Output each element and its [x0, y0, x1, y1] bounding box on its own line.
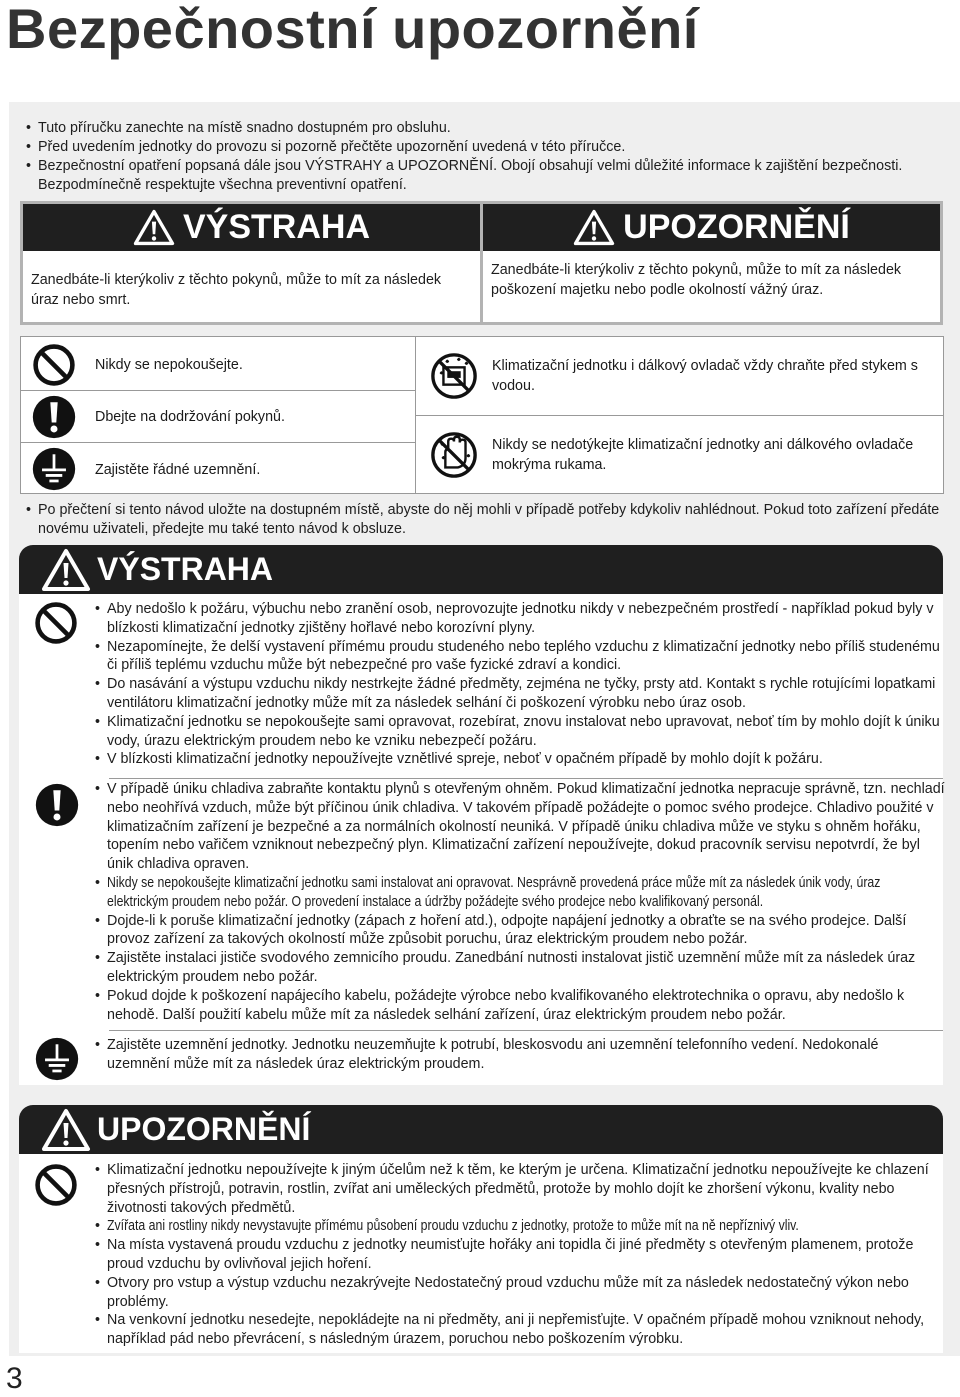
list-item: • Nezapomínejte, že delší vystavení přímému proudu studeného nebo teplého vzduchu z klimatizační jednotky nebo příliš studenému či příliš teplému vzduchu může být nebezpečné pro vaše fyzické zdraví a kondici.: [95, 638, 945, 676]
ground-icon: [34, 1036, 80, 1082]
page-number: 3: [6, 1362, 23, 1395]
caution-prohibited-list: [95, 1161, 945, 1349]
symbol-row: [416, 416, 943, 494]
symbol-label: Nikdy se nedotýkejte klimatizační jednotky ani dálkového ovladače mokrýma rukama.: [492, 437, 914, 473]
symbol-row: [21, 392, 415, 442]
list-item: • Tuto příručku zanechte na místě snadno dostupném pro obsluhu.: [26, 119, 946, 138]
list-item: • Zajistěte uzemnění jednotky. Jednotku neuzemňujte k potrubí, bleskosvodu ani uzemnění telefonního vedení. Nedokonalé uzemnění může mít za následek úraz elektrickým proudem.: [95, 1036, 945, 1074]
page-title: Bezpečnostní upozornění: [6, 0, 699, 60]
warning-box-title: VÝSTRAHA: [182, 208, 371, 246]
list-item: • Otvory pro vstup a výstup vzduchu nezakrývejte Nedostatečný proud vzduchu může mít za následek nedostatečný výkon nebo problémy.: [95, 1274, 945, 1312]
list-item: • Klimatizační jednotku nepoužívejte k jiným účelům než k těm, ke kterým je určena. Klimatizační jednotku nepoužívejte ke chlazení přesných přístrojů, potravin, rostlin, zvířat ani uměleckých předmětů, protože by mohlo dojít ke zhoršení výkonu, kvality nebo životnosti takových předmětů.: [95, 1161, 945, 1217]
intro-list: [26, 119, 946, 195]
no-water-icon: [430, 352, 478, 400]
warning-prohibited-list: [95, 600, 945, 769]
warning-definition-box: [20, 201, 483, 325]
symbol-legend-left: [20, 336, 416, 494]
list-item: • V blízkosti klimatizační jednotky nepoužívejte vznětlivé spreje, neboť v opačném případě by mohlo dojít k požáru.: [95, 750, 945, 769]
exclamation-icon: [34, 782, 80, 828]
list-item: • Aby nedošlo k požáru, výbuchu nebo zranění osob, neprovozujte jednotku nikdy v nebezpečném prostředí - například pokud byly v blízkosti klimatizační jednotky zjištěny hořlavé nebo korozívní plyny.: [95, 600, 945, 638]
symbol-row: [21, 340, 415, 390]
list-item: • Zajistěte instalaci jističe svodového zemnicího proudu. Zanedbání nutnosti instalovat jistič uzemnění může mít za následek úraz elektrickým proudem nebo požár.: [95, 949, 945, 987]
list-item: • Po přečtení si tento návod uložte na dostupném místě, abyste do něj mohli v případě potřeby kdykoliv nahlédnout. Pokud toto zařízení předáte novému uživateli, předejte mu také tento návod k obsluze.: [26, 501, 946, 539]
caution-box-header: [483, 204, 940, 251]
warning-section-title: VÝSTRAHA: [97, 551, 274, 587]
prohibited-icon: [33, 1162, 79, 1208]
prohibited-icon: [31, 342, 77, 388]
list-item: • Na místa vystavená proudu vzduchu z jednotky neumisťujte hořáky ani topidla či jiné předměty s otevřeným plamenem, protože proud vzduchu by ovlivňoval jejich hoření.: [95, 1236, 945, 1274]
list-item: • Dojde-li k poruše klimatizační jednotky (zápach z hoření atd.), odpojte napájení jednotky a obraťte se na svého prodejce. Další provoz zařízení za takových okolností může způsobit poruchu, úraz elektrickým proudem nebo požár.: [95, 912, 945, 950]
caution-section-title: UPOZORNĚNÍ: [97, 1111, 311, 1147]
caution-triangle-icon: [573, 209, 615, 246]
warning-ground-list: [95, 1036, 945, 1074]
symbol-label: Zajistěte řádné uzemnění.: [95, 462, 261, 478]
list-item: • V případě úniku chladiva zabraňte kontaktu plynů s otevřeným ohněm. Pokud klimatizační jednotka nepracuje správně, tzn. nechladí nebo neohřívá vzduch, může být příčinou únik chladiva. V takovém případě požádejte o pomoc svého prodejce. Chladivo použité v klimatizačním zařízení je bezpečné a za normálních okolností neuniká. V případě úniku chladiva může ve styku s ohněm hořáku, topením nebo vařičem vzniknout nebezpečný plyn. Klimatizační zařízení nepoužívejte, dokud pracovník servisu nepotvrdí, že byl únik chladiva opraven.: [95, 780, 945, 874]
warning-triangle-icon: [41, 548, 91, 592]
symbol-legend-right: [415, 336, 944, 494]
list-item: • Pokud dojde k poškození napájecího kabelu, požádejte výrobce nebo kvalifikovaného elektrotechnika o opravu, aby nedošlo k nehodě. Další použití kabelu může mít za následek selhání zařízení, úraz elektrickým proudem nebo požár.: [95, 987, 945, 1025]
warning-triangle-icon: [133, 209, 175, 246]
symbol-label: Dbejte na dodržování pokynů.: [95, 409, 285, 425]
warning-box-text: Zanedbáte-li kterýkoliv z těchto pokynů, může to mít za následek úraz nebo smrt.: [31, 272, 442, 308]
list-item: [95, 874, 945, 912]
list-item: • Před uvedením jednotky do provozu si pozorně přečtěte upozornění uvedená v této příručce.: [26, 138, 946, 157]
warning-section-header: [19, 545, 943, 594]
exclamation-icon: [31, 394, 77, 440]
symbol-row: [21, 444, 415, 494]
caution-definition-box: [480, 201, 943, 325]
list-item: • Do nasávání a výstupu vzduchu nikdy nestrkejte žádné předměty, zejména ne tyčky, prsty atd. Kontakt s rychle rotujícími lopatkami ventilátoru klimatizační jednotky může mít za následek selhání či poškození výrobku nebo úraz osob.: [95, 675, 945, 713]
symbol-row: [416, 337, 943, 415]
caution-box-text: Zanedbáte-li kterýkoliv z těchto pokynů, může to mít za následek poškození majetku nebo podle okolností vážný úraz.: [491, 262, 902, 298]
warning-instruction-list: [95, 780, 945, 1024]
caution-box-title: UPOZORNĚNÍ: [623, 208, 850, 246]
storage-note: [26, 501, 946, 539]
warning-box-header: [23, 204, 480, 251]
no-wet-hands-icon: [430, 431, 478, 479]
ground-icon: [31, 446, 77, 492]
caution-triangle-icon: [41, 1108, 91, 1152]
prohibited-icon: [33, 600, 79, 646]
list-item: • Bezpečnostní opatření popsaná dále jsou VÝSTRAHY a UPOZORNĚNÍ. Obojí obsahují velmi důležité informace k zajištění bezpečnosti. Bezpodmínečně respektujte všechna preventivní opatření.: [26, 157, 946, 195]
caution-section-header: [19, 1105, 943, 1154]
list-item: • Klimatizační jednotku se nepokoušejte sami opravovat, rozebírat, znovu instalovat nebo upravovat, neboť tím by mohlo dojít k úniku vody, úrazu elektrickým proudem nebo ke vzniku nebezpečí požáru.: [95, 713, 945, 751]
condensed-text: Zvířata ani rostliny nikdy nevystavujte přímému působení proudu vzduchu z jednotky, protože to může mít na ně nepříznivý vliv.: [107, 1218, 799, 1235]
symbol-label: Nikdy se nepokoušejte.: [95, 357, 243, 373]
list-item: • Na venkovní jednotku nesedejte, nepokládejte na ni předměty, ani ji nepřemisťujte. V opačném případě mohou vzniknout nehody, například pád nebo převrácení, s následným úrazem, poruchou nebo poškozením výrobku.: [95, 1311, 945, 1349]
condensed-text: Nikdy se nepokoušejte klimatizační jednotku sami instalovat ani opravovat. Nesprávně provedená práce může mít za následek únik vody, úraz elektrickým proudem nebo požár. O provedení instalace a údržby požádejte svého prodejce nebo kvalifikovaný personál.: [107, 874, 881, 910]
symbol-label: Klimatizační jednotku i dálkový ovladač vždy chraňte před stykem s vodou.: [492, 358, 918, 394]
list-item: [95, 1217, 945, 1236]
